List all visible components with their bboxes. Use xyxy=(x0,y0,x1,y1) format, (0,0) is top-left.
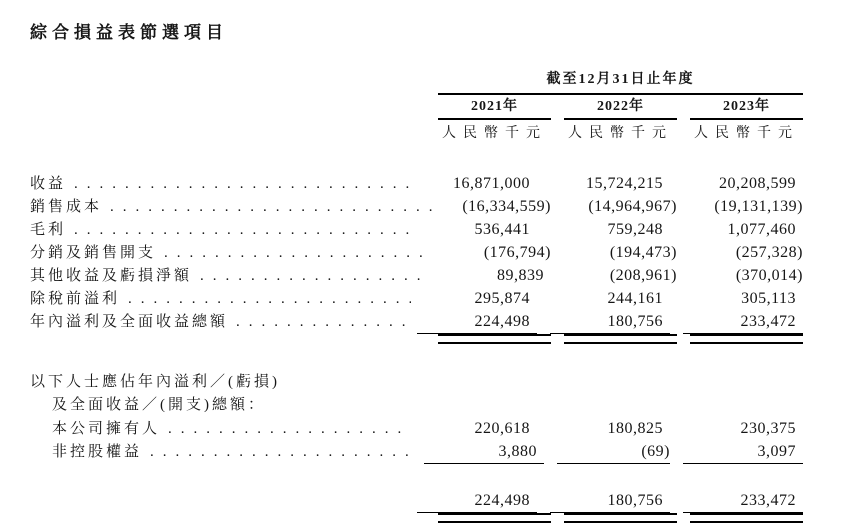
value-cell: 15,724,215 xyxy=(586,175,663,192)
value-cell: (14,964,967) xyxy=(588,198,677,215)
double-rule-row xyxy=(30,334,803,344)
row-label: 分銷及銷售開支 xyxy=(30,245,157,261)
value-cell: 180,756 xyxy=(550,310,670,334)
value-cell: 1,077,460 xyxy=(727,221,796,238)
dot-leader xyxy=(128,288,411,311)
dot-leader xyxy=(200,265,425,288)
value-cell: (208,961) xyxy=(609,267,677,284)
consolidated-income-table xyxy=(30,0,803,523)
value-cell: 759,248 xyxy=(607,221,663,238)
double-rule xyxy=(438,513,551,523)
dot-leader xyxy=(74,173,411,196)
value-cell: 16,871,000 xyxy=(453,175,530,192)
value-cell: 180,756 xyxy=(550,489,670,513)
value-cell: 244,161 xyxy=(607,290,663,307)
value-cell: (370,014) xyxy=(735,267,803,284)
value-cell: 230,375 xyxy=(740,420,796,437)
value-cell: 20,208,599 xyxy=(719,175,796,192)
value-cell: 220,618 xyxy=(474,420,530,437)
dot-leader xyxy=(168,418,411,441)
row-label: 銷售成本 xyxy=(30,199,103,215)
value-cell: (19,131,139) xyxy=(714,198,803,215)
unit-header-row xyxy=(30,126,803,142)
value-cell: (257,328) xyxy=(735,244,803,261)
year-header-2022: 2022年 xyxy=(564,99,677,120)
unit-header: 人民幣千元 xyxy=(442,126,547,141)
row-label: 本公司擁有人 xyxy=(52,421,161,437)
value-cell: 305,113 xyxy=(741,290,796,307)
year-header-2023: 2023年 xyxy=(690,99,803,120)
double-rule xyxy=(438,334,551,344)
value-cell: 224,498 xyxy=(417,310,537,334)
table-row-profit-before-tax xyxy=(30,287,803,310)
value-cell: 89,839 xyxy=(497,267,544,284)
table-row-revenue xyxy=(30,172,803,195)
row-label: 毛利 xyxy=(30,222,67,238)
unit-header: 人民幣千元 xyxy=(568,126,673,141)
table-row-distribution-expenses xyxy=(30,241,803,264)
value-cell: 536,441 xyxy=(474,221,530,238)
table-row-cost-of-sales xyxy=(30,195,803,218)
double-rule xyxy=(564,334,677,344)
dot-leader xyxy=(150,441,418,464)
row-label: 非控股權益 xyxy=(52,444,143,460)
attribution-heading-line1 xyxy=(30,371,803,394)
dot-leader xyxy=(110,196,432,219)
dot-leader xyxy=(236,311,411,334)
double-rule xyxy=(564,513,677,523)
page-title: 綜合損益表節選項目 xyxy=(30,23,228,42)
table-row-gross-profit xyxy=(30,218,803,241)
row-label: 其他收益及虧損淨額 xyxy=(30,268,193,284)
row-label: 收益 xyxy=(30,176,67,192)
row-label: 年內溢利及全面收益總額 xyxy=(30,314,229,330)
dot-leader xyxy=(74,219,411,242)
value-cell: (69) xyxy=(557,440,670,464)
table-row-owners-of-company xyxy=(30,417,803,440)
double-rule-row xyxy=(30,513,803,523)
section-heading: 及全面收益／(開支)總額： xyxy=(52,397,266,413)
value-cell: 3,097 xyxy=(683,440,803,464)
table-row-profit-for-year-total xyxy=(30,310,803,333)
value-cell: (194,473) xyxy=(609,244,677,261)
period-header: 截至12月31日止年度 xyxy=(438,70,803,95)
double-rule xyxy=(690,513,803,523)
unit-header: 人民幣千元 xyxy=(694,126,799,141)
value-cell: 233,472 xyxy=(683,310,803,334)
period-header-row xyxy=(30,70,803,95)
section-heading: 以下人士應佔年內溢利／(虧損) xyxy=(30,374,280,390)
value-cell: 180,825 xyxy=(607,420,663,437)
year-header-2021: 2021年 xyxy=(438,99,551,120)
value-cell: 224,498 xyxy=(417,489,537,513)
dot-leader xyxy=(164,242,432,265)
table-row-other-gains-losses xyxy=(30,264,803,287)
row-label: 除稅前溢利 xyxy=(30,291,121,307)
table-row-non-controlling-interests xyxy=(30,440,803,463)
attribution-heading-line2 xyxy=(30,394,803,417)
double-rule xyxy=(690,334,803,344)
value-cell: (176,794) xyxy=(483,244,551,261)
value-cell: 233,472 xyxy=(683,489,803,513)
value-cell: 3,880 xyxy=(424,440,544,464)
table-row-grand-total xyxy=(30,489,803,512)
year-header-row xyxy=(30,99,803,120)
value-cell: (16,334,559) xyxy=(462,198,551,215)
value-cell: 295,874 xyxy=(474,290,530,307)
